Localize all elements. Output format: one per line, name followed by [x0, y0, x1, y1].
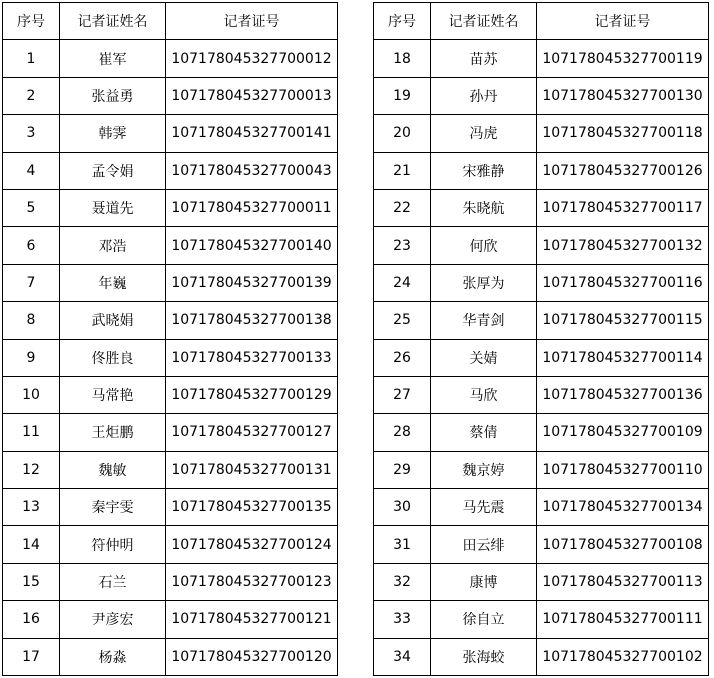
cell-index: 6 [3, 227, 60, 264]
table-row [374, 227, 709, 264]
cell-name: 华青剑 [431, 302, 537, 339]
table-row [3, 376, 338, 413]
cell-name: 徐自立 [431, 601, 537, 638]
column-header-id: 记者证号 [537, 3, 709, 40]
cell-index: 23 [374, 227, 431, 264]
cell-name: 佟胜良 [60, 339, 166, 376]
cell-index: 22 [374, 189, 431, 226]
cell-name: 马先震 [431, 489, 537, 526]
cell-index: 18 [374, 40, 431, 77]
cell-name: 魏敏 [60, 451, 166, 488]
cell-index: 12 [3, 451, 60, 488]
cell-name: 苗苏 [431, 40, 537, 77]
cell-name: 马常艳 [60, 376, 166, 413]
cell-name: 张益勇 [60, 77, 166, 114]
table-row [3, 638, 338, 675]
cell-card-id: 107178045327700113 [537, 563, 709, 600]
cell-index: 17 [3, 638, 60, 675]
cell-index: 10 [3, 376, 60, 413]
cell-index: 8 [3, 302, 60, 339]
table-body-right [374, 40, 709, 676]
cell-name: 石兰 [60, 563, 166, 600]
cell-index: 7 [3, 264, 60, 301]
cell-index: 19 [374, 77, 431, 114]
cell-card-id: 107178045327700124 [166, 526, 338, 563]
table-row [374, 414, 709, 451]
cell-card-id: 107178045327700102 [537, 638, 709, 675]
cell-index: 31 [374, 526, 431, 563]
cell-index: 14 [3, 526, 60, 563]
table-row [3, 40, 338, 77]
table-row [374, 40, 709, 77]
table-row [374, 376, 709, 413]
column-header-name: 记者证姓名 [431, 3, 537, 40]
cell-index: 5 [3, 189, 60, 226]
table-row [3, 601, 338, 638]
table-row [3, 115, 338, 152]
cell-card-id: 107178045327700011 [166, 189, 338, 226]
column-header-name: 记者证姓名 [60, 3, 166, 40]
cell-name: 张海蛟 [431, 638, 537, 675]
table-row [374, 77, 709, 114]
cell-name: 符仲明 [60, 526, 166, 563]
cell-name: 孙丹 [431, 77, 537, 114]
cell-index: 33 [374, 601, 431, 638]
cell-index: 28 [374, 414, 431, 451]
cell-name: 马欣 [431, 376, 537, 413]
cell-index: 27 [374, 376, 431, 413]
cell-card-id: 107178045327700138 [166, 302, 338, 339]
column-header-index: 序号 [3, 3, 60, 40]
cell-name: 崔军 [60, 40, 166, 77]
cell-card-id: 107178045327700136 [537, 376, 709, 413]
cell-card-id: 107178045327700043 [166, 152, 338, 189]
table-row [374, 451, 709, 488]
cell-name: 宋雅静 [431, 152, 537, 189]
table-row [3, 414, 338, 451]
cell-name: 秦宇雯 [60, 489, 166, 526]
cell-card-id: 107178045327700114 [537, 339, 709, 376]
cell-name: 朱晓航 [431, 189, 537, 226]
cell-card-id: 107178045327700131 [166, 451, 338, 488]
cell-index: 4 [3, 152, 60, 189]
cell-card-id: 107178045327700139 [166, 264, 338, 301]
cell-index: 2 [3, 77, 60, 114]
cell-name: 杨淼 [60, 638, 166, 675]
table-row [3, 563, 338, 600]
table-row [374, 264, 709, 301]
cell-name: 魏京婷 [431, 451, 537, 488]
table-row [374, 601, 709, 638]
cell-index: 24 [374, 264, 431, 301]
cell-index: 32 [374, 563, 431, 600]
table-row [3, 302, 338, 339]
cell-card-id: 107178045327700127 [166, 414, 338, 451]
cell-index: 9 [3, 339, 60, 376]
cell-card-id: 107178045327700135 [166, 489, 338, 526]
cell-card-id: 107178045327700118 [537, 115, 709, 152]
cell-name: 田云绯 [431, 526, 537, 563]
cell-index: 16 [3, 601, 60, 638]
table-row [3, 77, 338, 114]
cell-name: 王炬鹏 [60, 414, 166, 451]
cell-card-id: 107178045327700126 [537, 152, 709, 189]
cell-card-id: 107178045327700123 [166, 563, 338, 600]
table-body-left [3, 40, 338, 676]
cell-name: 武晓娟 [60, 302, 166, 339]
table-row [374, 638, 709, 675]
cell-index: 30 [374, 489, 431, 526]
cell-card-id: 107178045327700121 [166, 601, 338, 638]
header-row [3, 3, 338, 40]
cell-card-id: 107178045327700110 [537, 451, 709, 488]
table-row [374, 115, 709, 152]
cell-card-id: 107178045327700119 [537, 40, 709, 77]
table-row [374, 489, 709, 526]
cell-card-id: 107178045327700133 [166, 339, 338, 376]
cell-name: 蔡倩 [431, 414, 537, 451]
cell-name: 孟令娟 [60, 152, 166, 189]
press-card-table-right [373, 2, 709, 676]
cell-name: 何欣 [431, 227, 537, 264]
cell-name: 韩霁 [60, 115, 166, 152]
cell-index: 3 [3, 115, 60, 152]
cell-name: 尹彦宏 [60, 601, 166, 638]
cell-index: 1 [3, 40, 60, 77]
cell-card-id: 107178045327700120 [166, 638, 338, 675]
cell-index: 25 [374, 302, 431, 339]
table-row [374, 526, 709, 563]
table-row [3, 526, 338, 563]
cell-card-id: 107178045327700012 [166, 40, 338, 77]
table-row [3, 227, 338, 264]
cell-index: 26 [374, 339, 431, 376]
cell-card-id: 107178045327700108 [537, 526, 709, 563]
cell-card-id: 107178045327700134 [537, 489, 709, 526]
cell-name: 冯虎 [431, 115, 537, 152]
cell-card-id: 107178045327700140 [166, 227, 338, 264]
cell-card-id: 107178045327700013 [166, 77, 338, 114]
column-header-id: 记者证号 [166, 3, 338, 40]
cell-name: 邓浩 [60, 227, 166, 264]
table-row [374, 339, 709, 376]
table-row [3, 189, 338, 226]
table-row [3, 152, 338, 189]
cell-name: 康博 [431, 563, 537, 600]
cell-index: 34 [374, 638, 431, 675]
cell-card-id: 107178045327700130 [537, 77, 709, 114]
cell-card-id: 107178045327700111 [537, 601, 709, 638]
cell-card-id: 107178045327700141 [166, 115, 338, 152]
cell-card-id: 107178045327700115 [537, 302, 709, 339]
table-row [3, 489, 338, 526]
table-row [3, 264, 338, 301]
header-row [374, 3, 709, 40]
table-row [3, 451, 338, 488]
cell-index: 29 [374, 451, 431, 488]
cell-card-id: 107178045327700117 [537, 189, 709, 226]
cell-card-id: 107178045327700109 [537, 414, 709, 451]
cell-name: 聂道先 [60, 189, 166, 226]
cell-card-id: 107178045327700132 [537, 227, 709, 264]
cell-name: 关婧 [431, 339, 537, 376]
table-row [374, 302, 709, 339]
table-row [374, 152, 709, 189]
cell-card-id: 107178045327700129 [166, 376, 338, 413]
cell-index: 15 [3, 563, 60, 600]
cell-name: 张厚为 [431, 264, 537, 301]
table-row [374, 563, 709, 600]
column-header-index: 序号 [374, 3, 431, 40]
table-row [374, 189, 709, 226]
table-row [3, 339, 338, 376]
press-card-table-left [2, 2, 338, 676]
cell-index: 20 [374, 115, 431, 152]
cell-card-id: 107178045327700116 [537, 264, 709, 301]
cell-index: 11 [3, 414, 60, 451]
cell-name: 年巍 [60, 264, 166, 301]
cell-index: 13 [3, 489, 60, 526]
cell-index: 21 [374, 152, 431, 189]
